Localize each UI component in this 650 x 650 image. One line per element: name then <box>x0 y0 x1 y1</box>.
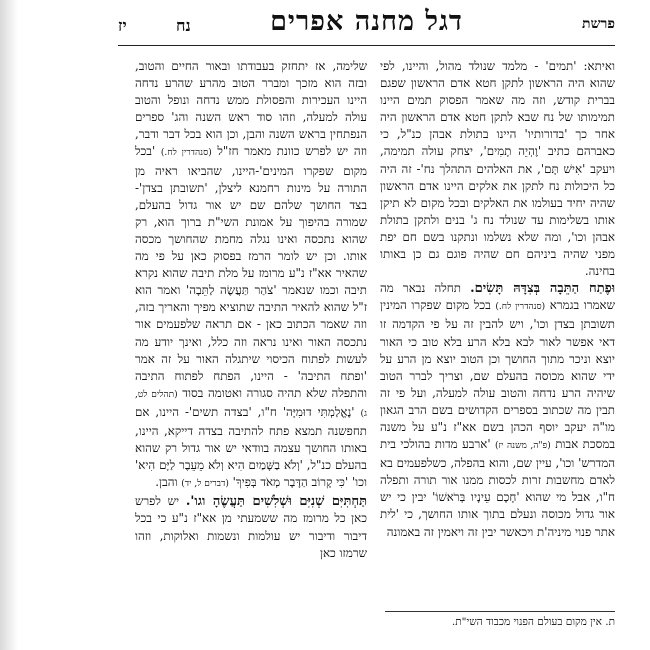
footnote-rule <box>385 611 615 612</box>
footnote: ת. אין מקום בעולם הפנוי מכבוד השי"ת. <box>451 616 615 628</box>
right-paragraph-2-text-c: 'ארבע מדות בהולכי בית המדרש' וכו', עיין שם, והוא בהפלה, כשלפעמים בא לאדם מחשבות זרות לכסות ממנו אור תורה ותפלה ח"ו, אבל מי שהוא 'חָכָם עֵינָיו בְּרֹאשׁוֹ' יבין כי יש אור גדול מכוסה ונעלם בתוך אותו החושך, כי 'לית אתר פנוי מיניה'ת ויכאשר יבין זה ויאמין זה באמונה <box>380 437 615 539</box>
parsha-label: פרשת <box>582 16 615 32</box>
source-citation: (תהלים לט, ג) <box>135 389 367 419</box>
source-citation: (סנהדרין לח.) <box>160 148 212 159</box>
book-title: דגל מחנה אפרים <box>270 6 463 37</box>
source-citation: (סנהדרין לח.) <box>495 302 546 313</box>
left-column <box>135 58 367 598</box>
left-paragraph-1-text-c: 'נֶאֱלַמְתִּי דוּמִיָּה' ח"ו, 'בצדה תשים'- היינו, אם תחפשנה תמצא פתח להתיבה בצדה דייקא, היינו, באותו החושך עצמה בוודאי יש אור גדול רק שהוא בהעלם כנ"ל, 'וְלֹא בַשָּׁמַיִם הִיא וְלֹא מֵעֵבֶר לַיָּם הִיא' וכו' 'כִּי קָרוֹב הַדָּבָר מְאֹד בְּפִיךָ' <box>135 404 367 490</box>
source-citation: (פ"ה, משנה יז) <box>495 441 551 452</box>
parsha-name: נח <box>176 16 191 35</box>
page-number: יז <box>118 16 127 35</box>
page-header <box>118 4 615 40</box>
source-citation: (דברים ל, יד) <box>181 479 229 490</box>
right-column <box>380 58 615 598</box>
left-paragraph-1-text-a: שלימה, אז יתחזק בעבודתו ובאור החיים והטוב, ובזה הוא מזכך ומברר הטוב מהרע שהרע נדחה היינו העכירות והפסולת ממש נדחה ונופל והטוב עולה למעלה, וזהו סוד ראש השנה והג' ספרים הנפתחין בראש השנה והבן, וכן הוא בכל דבר ודבר, וזה יש לפרש כוונת מאמר חז"ל <box>135 59 367 159</box>
header-rule <box>118 45 615 46</box>
section-heading-petach-hatevah: וּפֶתַח הַתֵּבָה בְּצִדָּהּ תָּשִׂים. <box>470 281 615 297</box>
right-paragraph-2-text-b: בכל מקום שפקרו המינין תשובתן בצדן וכו', ויש להבין זה על פי הקדמה זו דאי אפשר לאור לבא בלא הרע בלא טוב כי האור יוצא וניכר מתוך החושך וכן הטוב יוצא מן הרע על ידי שהוא מכוסה בהעלם שם, וצריך לברר הטוב שיהיה הרע נדחה והטוב עולה למעלה, ועל פי זה תבין מה שכתוב בספרים הקדושים בשם הרב הגאון מו"ה יעקב יוסף הכהן בשם אא"ז נ"ע על משנה במסכת אבות <box>380 298 615 452</box>
page-binding-shadow <box>0 0 18 650</box>
left-paragraph-2 <box>135 493 367 561</box>
left-paragraph-1-text-d: והבן. <box>155 475 178 490</box>
left-paragraph-1-text-b: 'בכל מקום שפקרו המינים'-היינו, שהביאו ראיה מן התורה על מינות רחמנא ליצלן, 'תשובתן בצדן'- בצד החושך שלהם שם יש אור גדול בהעלם, שמורה בהיפוך על אמונת השי"ת ברוך הוא, רק שהוא נתכסה ואינו נגלה מחמת שהחושך מכסה אותו. וכן יש לומר הרמז בפסוק כאן על פי מה שהאיר אא"ז נ"ע מרומז על מלת תיבה שהוא נקרא תיבה וכמו שנאמר 'צֹהַר תַּעֲשֶׂה לַתֵּבָה' ואמר הוא ז"ל שהוא להאיר התיבה שתוציא מפיך והאריך בזה, וזה שאמר הכתוב כאן - אם תראה שלפעמים אור נתכסה האור ואינו נראה וזה כלל, ואינך יודע מה לעשות לפתוח הכיסוי שיתגלה האור על זה אמר 'ופתח התיבה' - היינו, הפתח לפתוח התיבה והתפלה שלא תהיה סגורה ואטומה בסוד <box>135 144 367 400</box>
section-heading-tachtiyim: תַּחְתִּיִּם שְׁנִיִּם וּשְׁלִשִׁים תַּעֲשֶׂהָ וגו'. <box>185 494 367 510</box>
right-paragraph-1: ואיתא: 'תמים' - מלמד שנולד מהול, והיינו, לפי שהוא היה הראשון לתקן חטא אדם הראשון שפגם בברית קודש, וזה מה שאמר הפסוק תמים היינו תמימותו של נח שבא לתקן חטא אדם הראשון היה אחר כך 'בדורותיו' היינו בתולת אבהן כנ"ל, כי כאברהם כתיב 'וֶהְיֵה תָמִים', יצחק עולה תמימה, ויעקב 'אִישׁ תָּם', את האלהים התהלך נח'- זה היה כל היכולות נח לתקן את אלקים היינו אדם הראשון שהיה יחיד בעולמו את האלקים ובכל מקום לא תיקן אותו בשלימות עד שנולד נח ג' בנים ולתקן בתולת אבהן וכו', ומה שלא נשלמו ונתקנו בשם חם יפת מפני שהיה ביניהם חם שהיה פוגם גם כן באותו בחינה. <box>380 59 615 279</box>
left-paragraph-2-text: יש לפרש כאן כל מרומז מה ששמעתי מן אא"ז נ"ע כי בכל דיבור ודיבור יש עולמות ונשמות ואלוקות, וזהו שרמזו כאן <box>135 494 367 560</box>
right-paragraph-2 <box>380 280 615 540</box>
right-paragraph-2-text-a: תחלה נבאר מה שאמרו בגמרא <box>380 281 615 313</box>
left-paragraph-1 <box>135 58 367 493</box>
